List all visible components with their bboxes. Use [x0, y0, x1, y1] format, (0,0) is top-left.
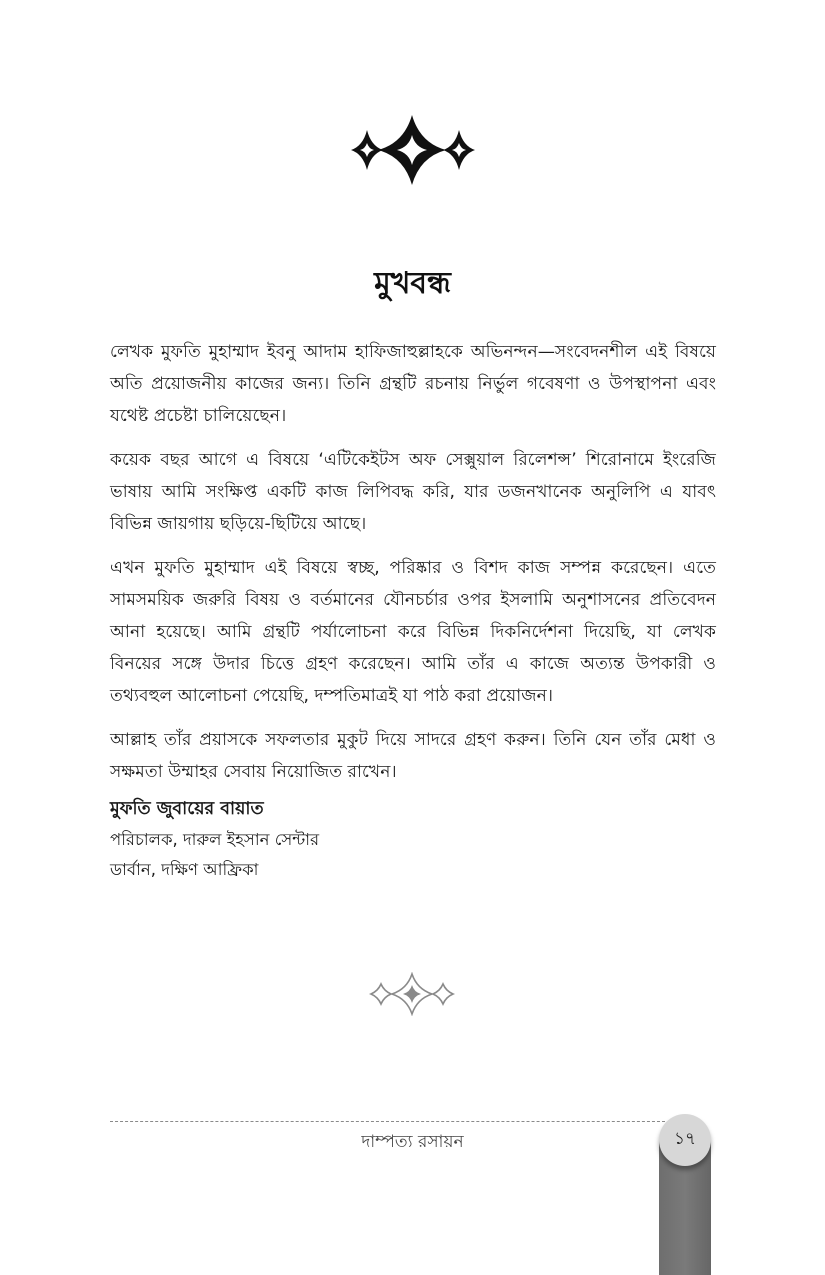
running-footer-title: দাম্পত্য রসায়ন [361, 1132, 464, 1152]
paragraph: লেখক মুফতি মুহাম্মাদ ইবনু আদাম হাফিজাহুল্লাহকে অভিনন্দন—সংবেদনশীল এই বিষয়ে অতি প্রয়োজনীয় কাজের জন্য। তিনি গ্রন্থটি রচনায় নির্ভুল গবেষণা ও উপস্থাপনা এবং যথেষ্ট প্রচেষ্টা চালিয়েছেন। [110, 342, 716, 426]
bottom-ornament-icon [0, 972, 825, 1016]
signature-role: পরিচালক, দারুল ইহসান সেন্টার [110, 830, 320, 849]
signature-name: মুফতি জুবায়ের বায়াত [110, 799, 264, 819]
signature-location: ডার্বান, দক্ষিণ আফ্রিকা [110, 860, 259, 879]
footer-divider [110, 1121, 665, 1122]
paragraph: এখন মুফতি মুহাম্মাদ এই বিষয়ে স্বচ্ছ, পরিষ্কার ও বিশদ কাজ সম্পন্ন করেছেন। এতে সামসময়িক জরুরি বিষয় ও বর্তমানের যৌনচর্চার ওপর ইসলামি অনুশাসনের প্রতিবেদন আনা হয়েছে। আমি গ্রন্থটি পর্যালোচনা করে বিভিন্ন দিকনির্দেশনা দিয়েছি, যা লেখক বিনয়ের সঙ্গে উদার চিত্তে গ্রহণ করেছেন। আমি তাঁর এ কাজে অত্যন্ত উপকারী ও তথ্যবহুল আলোচনা পেয়েছি, দম্পতিমাত্রই যা পাঠ করা প্রয়োজন। [110, 558, 716, 706]
paragraph: কয়েক বছর আগে এ বিষয়ে ‘এটিকেইটস অফ সেক্সুয়াল রিলেশন্স’ শিরোনামে ইংরেজি ভাষায় আমি সংক্ষিপ্ত একটি কাজ লিপিবদ্ধ করি, যার ডজনখানেক অনুলিপি এ যাবৎ বিভিন্ন জায়গায় ছড়িয়ে-ছিটিয়ে আছে। [110, 450, 716, 534]
top-ornament-icon [0, 115, 825, 185]
page-number: ১৭ [659, 1114, 711, 1166]
page-title: মুখবন্ধ [374, 266, 451, 301]
paragraph: আল্লাহ তাঁর প্রয়াসকে সফলতার মুকুট দিয়ে সাদরে গ্রহণ করুন। তিনি যেন তাঁর মেধা ও সক্ষমতা উম্মাহর সেবায় নিয়োজিত রাখেন। [110, 730, 716, 782]
signature-block [110, 794, 610, 885]
foreword-body [110, 336, 716, 800]
